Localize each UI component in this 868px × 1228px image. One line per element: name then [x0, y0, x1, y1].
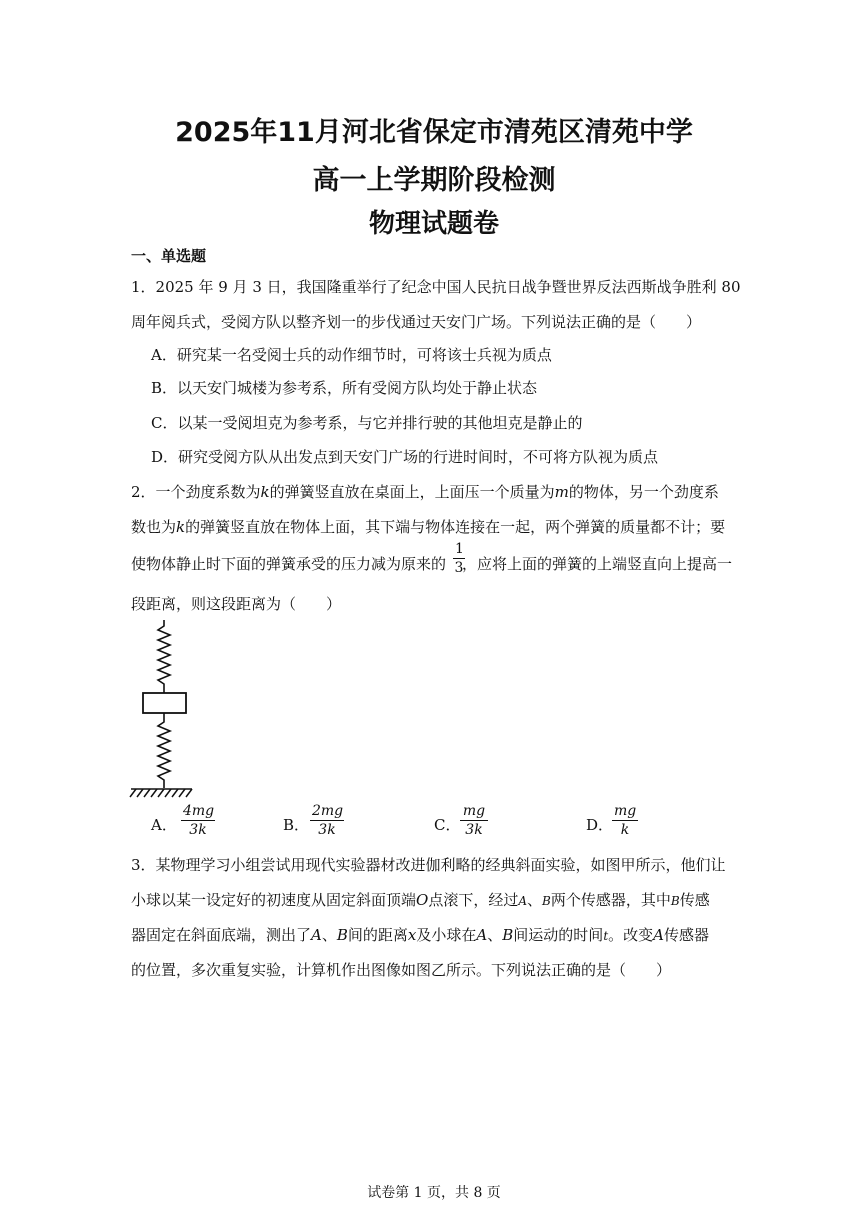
- lower-spring: [158, 713, 170, 788]
- q2-option-b-fraction: 2mg 3k: [312, 803, 344, 838]
- q2-option-c-label: C．: [434, 816, 461, 834]
- q2-option-b-label: B．: [283, 816, 310, 834]
- q2-option-a-fraction: 4mg 3k: [183, 803, 215, 838]
- q3-stem-line1: 3．某物理学习小组尝试用现代实验器材改进伽利略的经典斜面实验，如图甲所示，他们让: [131, 856, 726, 874]
- mass-block: [143, 693, 186, 713]
- exam-title-line2: 高一上学期阶段检测: [312, 165, 556, 196]
- q3-stem-line2: 小球以某一设定好的初速度从固定斜面顶端O点滚下，经过A、B两个传感器，其中B传感: [131, 891, 710, 909]
- section-heading: 一、单选题: [131, 247, 207, 265]
- q1-stem-line1: 1．2025 年 9 月 3 日，我国隆重举行了纪念中国人民抗日战争暨世界反法西斯战争胜利 80: [131, 278, 741, 296]
- q1-stem-line2: 周年阅兵式，受阅方队以整齐划一的步伐通过天安门广场。下列说法正确的是（ ）: [131, 313, 702, 331]
- q1-option-c: C．以某一受阅坦克为参考系，与它并排行驶的其他坦克是静止的: [151, 414, 583, 432]
- ground-hatch: [130, 789, 192, 797]
- q2-option-d-label: D．: [586, 816, 614, 834]
- q1-option-d: D．研究受阅方队从出发点到天安门广场的行进时间时，不可将方队视为质点: [151, 448, 659, 466]
- q3-stem-line4: 的位置，多次重复实验，计算机作出图像如图乙所示。下列说法正确的是（ ）: [131, 961, 672, 979]
- q1-option-a: A．研究某一名受阅士兵的动作细节时，可将该士兵视为质点: [151, 346, 552, 364]
- q2-option-a-label: A．: [151, 816, 177, 834]
- q2-stem-line3: 使物体静止时下面的弹簧承受的压力减为原来的 ，应将上面的弹簧的上端竖直向上提高一: [131, 555, 733, 573]
- exam-title-line3: 物理试题卷: [368, 209, 499, 239]
- q2-option-d-fraction: mg k: [614, 803, 637, 838]
- q2-option-c-fraction: mg 3k: [460, 803, 488, 838]
- q3-stem-line3: 器固定在斜面底端，测出了A、B间的距离x及小球在A、B间运动的时间t。改变A传感器: [131, 926, 710, 944]
- q2-stem-line1: 2．一个劲度系数为k的弹簧竖直放在桌面上，上面压一个质量为m的物体，另一个劲度系: [131, 483, 719, 501]
- q1-option-b: B．以天安门城楼为参考系，所有受阅方队均处于静止状态: [151, 379, 538, 397]
- q2-fraction-one-third: 1 3: [454, 541, 464, 576]
- q2-stem-line4: 段距离，则这段距离为（ ）: [131, 595, 342, 613]
- q2-stem-line2: 数也为k的弹簧竖直放在物体上面，其下端与物体连接在一起，两个弹簧的质量都不计；要: [131, 518, 726, 536]
- page-footer: 试卷第 1 页，共 8 页: [367, 1185, 501, 1201]
- upper-spring: [158, 620, 170, 693]
- spring-mass-diagram: [126, 618, 196, 800]
- exam-title-line1: 2025年11月河北省保定市清苑区清苑中学: [175, 117, 693, 148]
